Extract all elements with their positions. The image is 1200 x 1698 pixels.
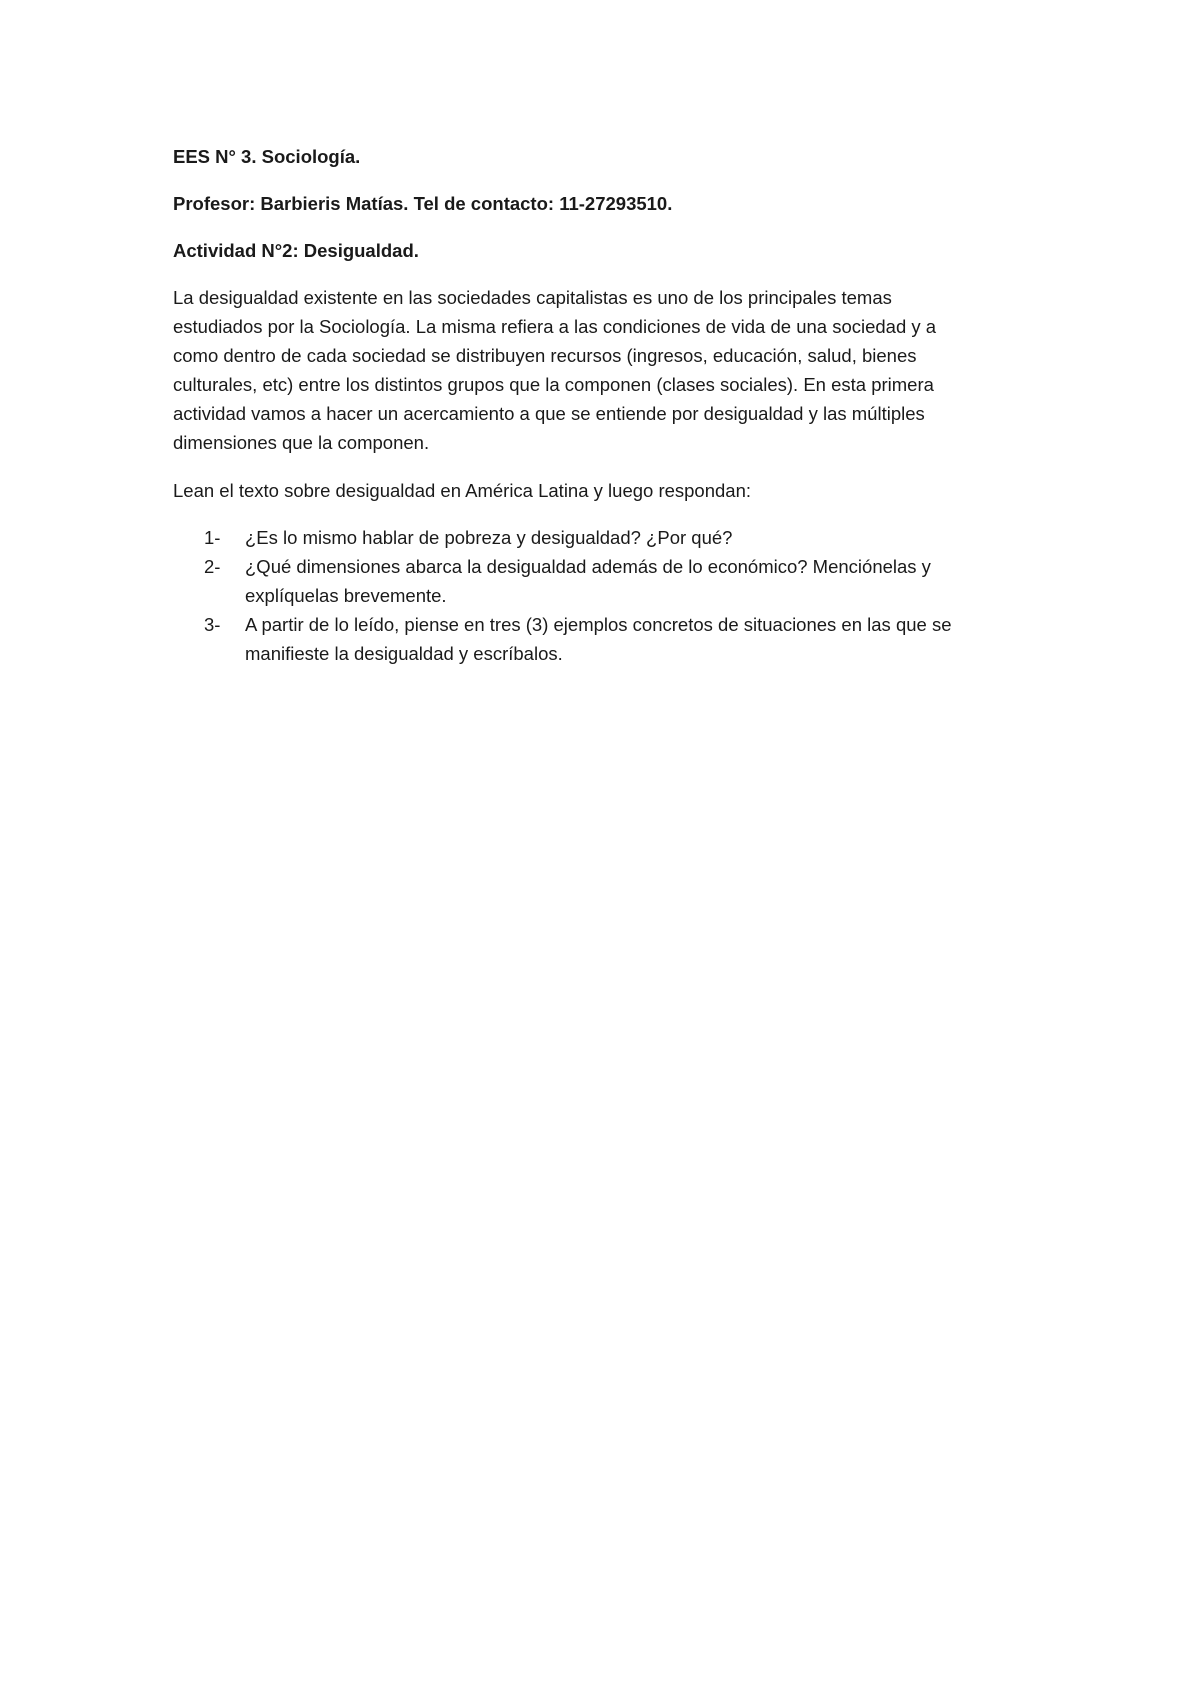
question-text xyxy=(245,523,1033,552)
intro-line: estudiados por la Sociología. La misma refiera a las condiciones de vida de una sociedad y a xyxy=(173,316,937,337)
question-number: 3- xyxy=(204,614,221,635)
question-number: 1- xyxy=(204,527,221,548)
question-text xyxy=(245,552,1033,610)
document-body xyxy=(173,142,1033,668)
question-item xyxy=(173,610,1033,668)
question-text xyxy=(245,610,1033,668)
teacher-contact-line: Profesor: Barbieris Matías. Tel de contacto: 11-27293510. xyxy=(173,193,673,214)
question-line: explíquelas brevemente. xyxy=(245,585,447,606)
question-line: ¿Es lo mismo hablar de pobreza y desigualdad? ¿Por qué? xyxy=(245,527,733,548)
question-line: manifieste la desigualdad y escríbalos. xyxy=(245,643,563,664)
instruction-line: Lean el texto sobre desigualdad en América Latina y luego respondan: xyxy=(173,480,752,501)
intro-line: actividad vamos a hacer un acercamiento a que se entiende por desigualdad y las múltiples xyxy=(173,403,925,424)
question-item xyxy=(173,552,1033,610)
question-line: A partir de lo leído, piense en tres (3) ejemplos concretos de situaciones en las que se xyxy=(245,614,952,635)
question-number: 2- xyxy=(204,556,221,577)
intro-paragraph xyxy=(173,283,1033,457)
school-heading: EES N° 3. Sociología. xyxy=(173,146,361,167)
question-line: ¿Qué dimensiones abarca la desigualdad además de lo económico? Menciónelas y xyxy=(245,556,931,577)
intro-line: dimensiones que la componen. xyxy=(173,432,430,453)
intro-line: culturales, etc) entre los distintos grupos que la componen (clases sociales). En esta primera xyxy=(173,374,934,395)
activity-title: Actividad N°2: Desigualdad. xyxy=(173,240,419,261)
intro-line: La desigualdad existente en las sociedades capitalistas es uno de los principales temas xyxy=(173,287,892,308)
question-item xyxy=(173,523,1033,552)
questions-list xyxy=(173,523,1033,668)
intro-line: como dentro de cada sociedad se distribuyen recursos (ingresos, educación, salud, bienes xyxy=(173,345,917,366)
